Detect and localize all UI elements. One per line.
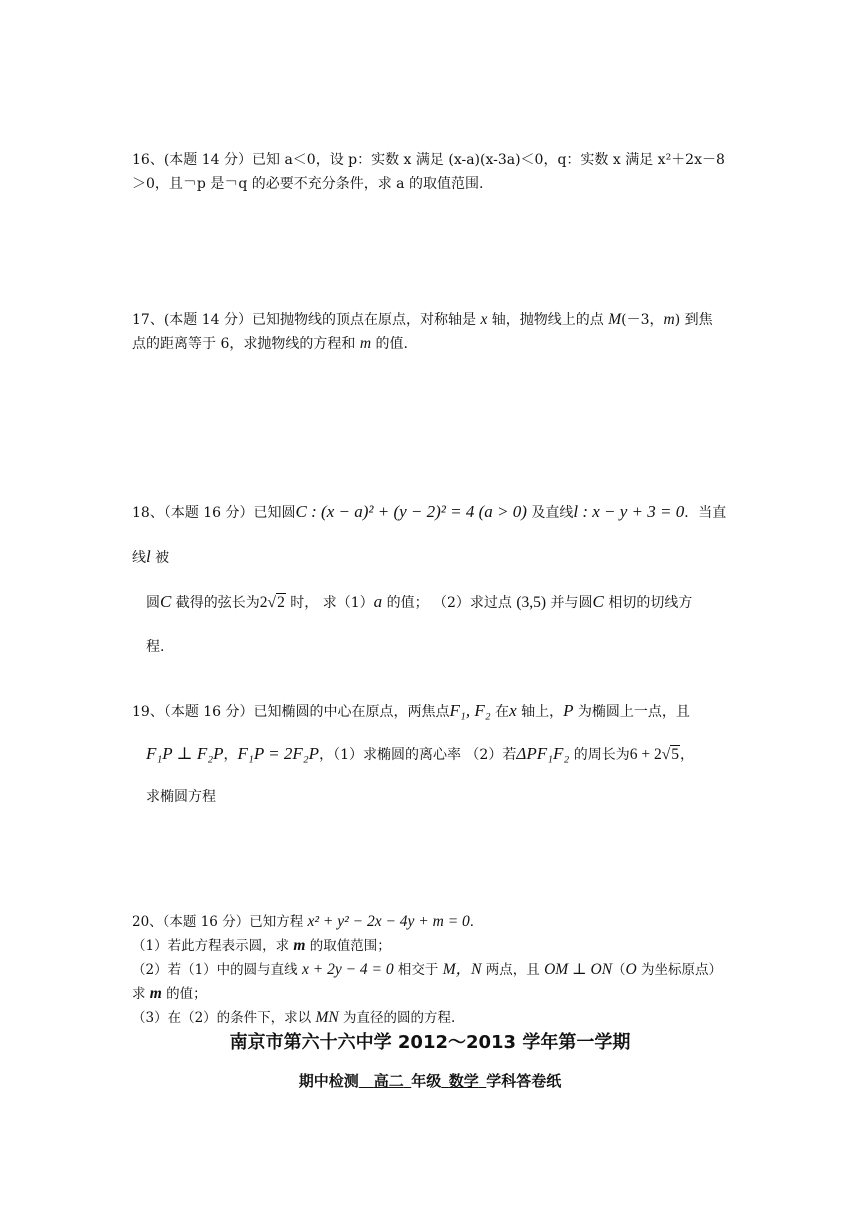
question-20-line-1: 20、（本题 16 分）已知方程 x² + y² − 2x − 4y + m = 0． [132,913,484,930]
question-20-line-3: （2）若（1）中的圆与直线 x + 2y − 4 = 0 相交于 M，N 两点，且 OM ⊥ ON（O 为坐标原点） [132,961,723,978]
question-19-line-2: F₁P ⊥ F₂P，F₁P = 2F₂P，（1）求椭圆的离心率 （2）若ΔPF₁F₂ 的周长为6 + 2√5， [146,744,695,763]
question-18 [132,490,732,669]
question-17 [132,308,732,356]
question-16-line-2: ＞0，且￢p 是￢q 的必要不充分条件，求 a 的取值范围. [132,176,484,192]
question-19-line-3: 求椭圆方程 [146,789,216,805]
question-17-line-2: 点的距离等于 6，求抛物线的方程和 m 的值. [132,335,408,352]
circle-equation: C : (x − a)² + (y − 2)² = 4 (a > 0) [295,502,527,521]
question-20-line-5: （3）在（2）的条件下，求以 MN 为直径的圆的方程. [132,1009,456,1026]
question-18-line-1: 18、（本题 16 分）已知圆C : (x − a)² + (y − 2)² = 4 (a > 0) 及直线l : x − y + 3 = 0．当直线l 被 [132,502,727,566]
question-19-line-1: 19、（本题 16 分）已知椭圆的中心在原点，两焦点F₁, F₂ 在x 轴上，P 为椭圆上一点，且 [132,701,690,720]
question-18-line-3: 程. [146,639,165,655]
school-title: 南京市第六十六中学 2012～2013 学年第一学期 [229,1032,631,1053]
answer-sheet-title: 期中检测 高二 年级 数学 学科答卷纸 [298,1072,562,1090]
question-16-line-1: 16、(本题 14 分）已知 a＜0，设 p：实数 x 满足 (x-a)(x-3a)＜0，q：实数 x 满足 x²＋2x－8 [132,152,725,168]
question-17-line-1: 17、(本题 14 分）已知抛物线的顶点在原点，对称轴是 x 轴，抛物线上的点 M(－3，m) 到焦 [132,311,713,328]
question-20 [132,910,732,1030]
question-20-line-2: （1）若此方程表示圆，求 m 的取值范围； [132,937,391,954]
question-18-line-2: 圆C 截得的弦长为2√2 时， 求（1）a 的值； （2）求过点 (3,5) 并与圆C 相切的切线方 [146,592,693,611]
question-19 [132,690,732,818]
question-20-line-4: 求 m 的值； [132,985,207,1002]
question-16 [132,148,732,196]
line-equation: l : x − y + 3 = 0 [573,502,685,521]
